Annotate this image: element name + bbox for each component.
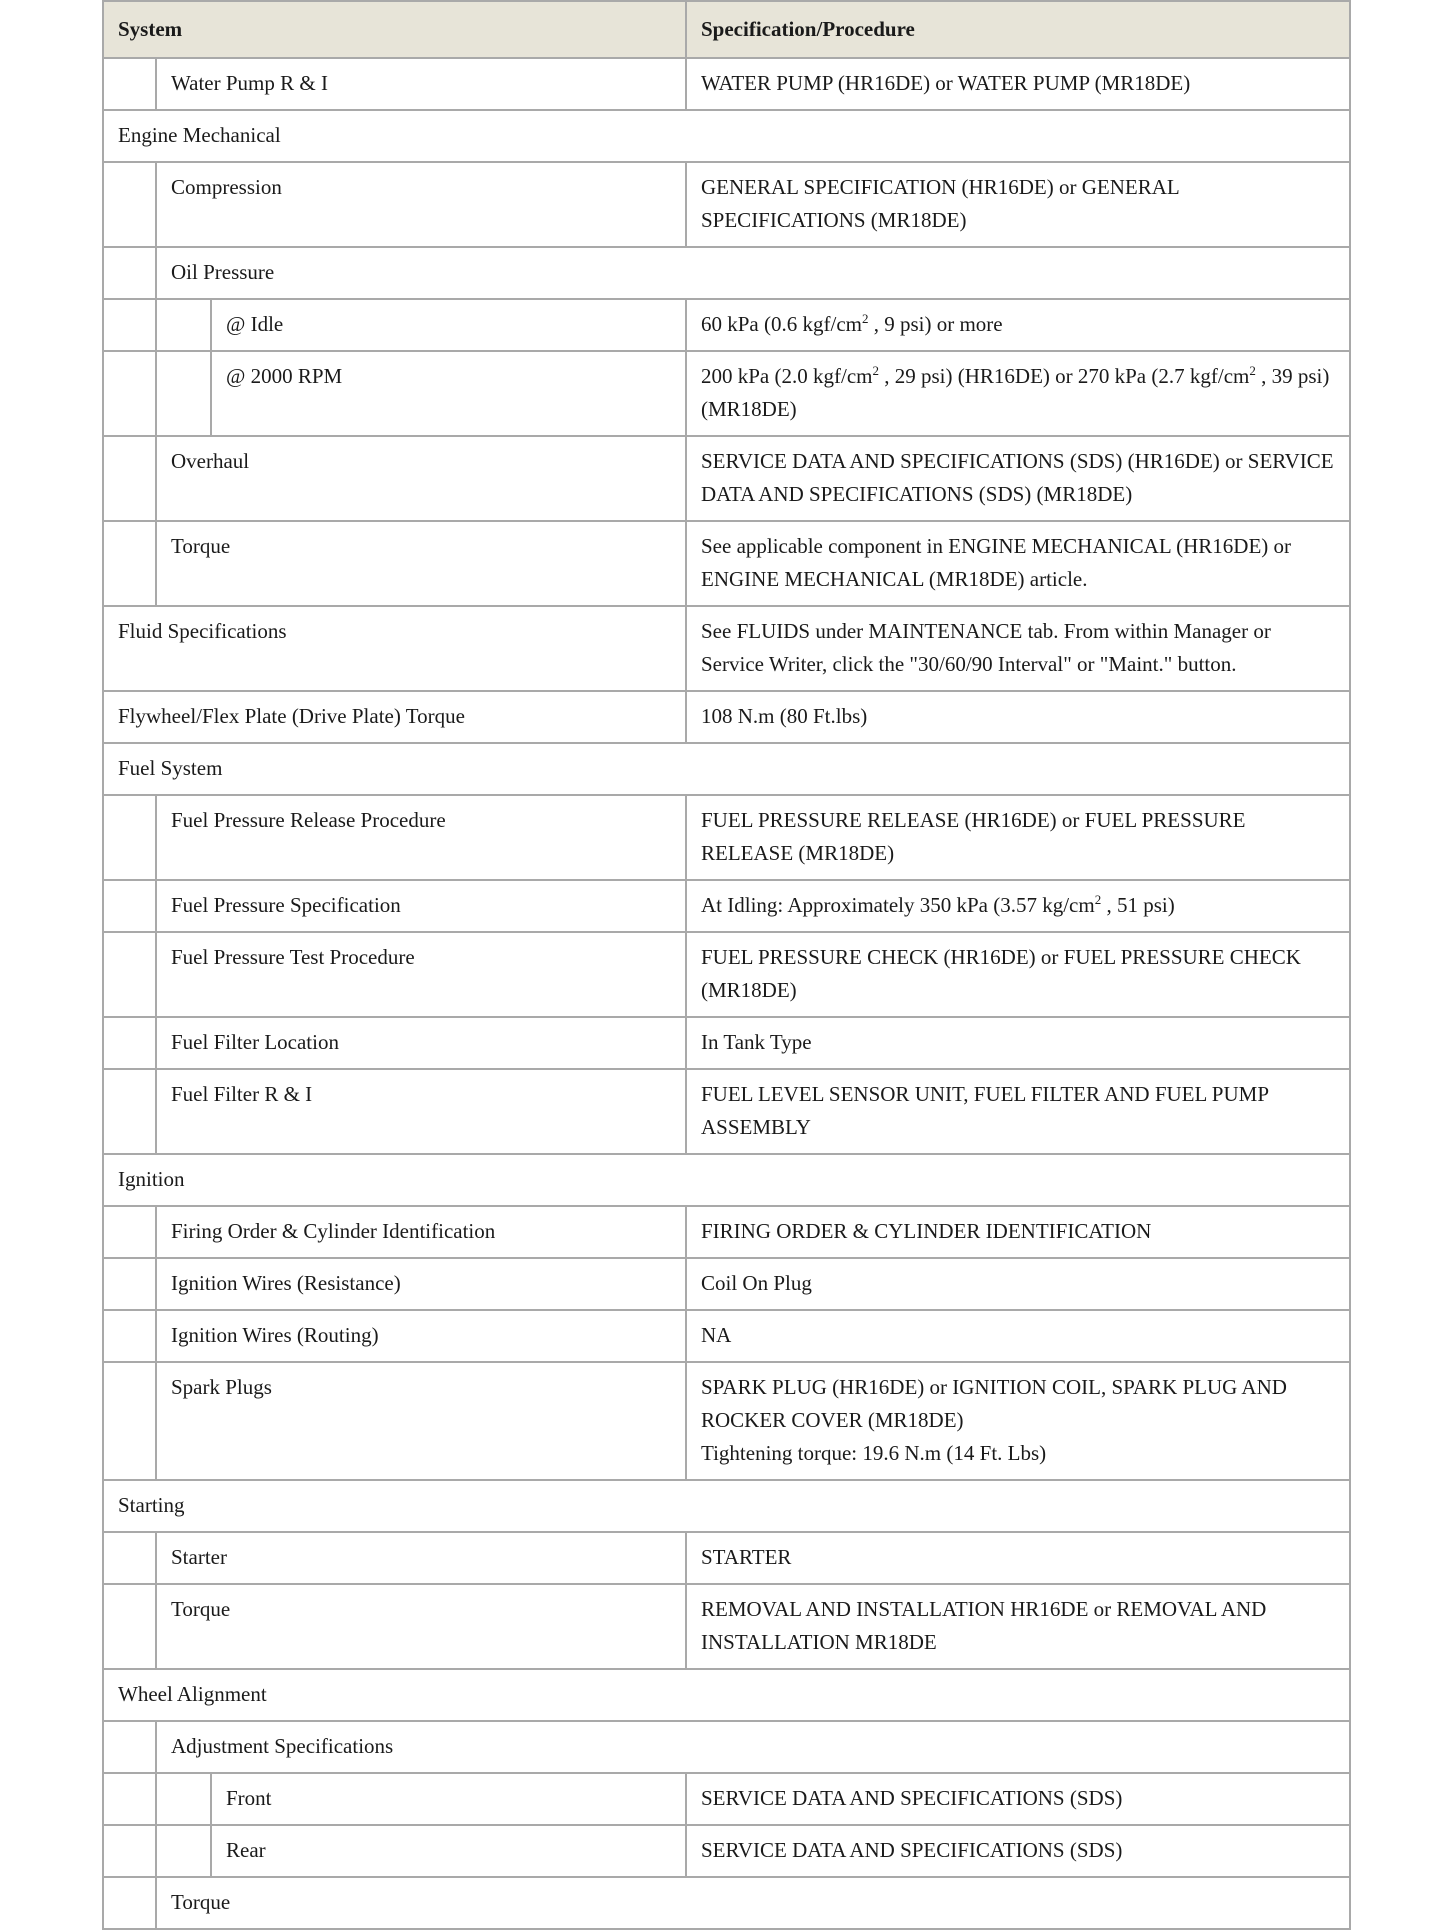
system-cell: Front [211, 1773, 686, 1825]
indent-cell [103, 1721, 156, 1773]
table-row [103, 1017, 1350, 1069]
specification-column-header: Specification/Procedure [686, 1, 1350, 58]
system-cell: Engine Mechanical [103, 110, 1350, 162]
spec-line: SPARK PLUG (HR16DE) or IGNITION COIL, SPARK PLUG AND ROCKER COVER (MR18DE) [701, 1375, 1287, 1432]
specification-cell: Coil On Plug [686, 1258, 1350, 1310]
specification-cell: In Tank Type [686, 1017, 1350, 1069]
specification-cell: FUEL LEVEL SENSOR UNIT, FUEL FILTER AND FUEL PUMP ASSEMBLY [686, 1069, 1350, 1154]
indent-cell [103, 1584, 156, 1669]
specification-cell: STARTER [686, 1532, 1350, 1584]
specification-cell: See applicable component in ENGINE MECHANICAL (HR16DE) or ENGINE MECHANICAL (MR18DE) article. [686, 521, 1350, 606]
table-row [103, 1154, 1350, 1206]
specification-table [102, 0, 1351, 1930]
spec-line: Tightening torque: 19.6 N.m (14 Ft. Lbs) [701, 1441, 1047, 1465]
specification-cell: 108 N.m (80 Ft.lbs) [686, 691, 1350, 743]
system-cell: Fuel Filter R & I [156, 1069, 686, 1154]
system-cell: Starting [103, 1480, 1350, 1532]
system-cell: Ignition Wires (Resistance) [156, 1258, 686, 1310]
table-row [103, 1362, 1350, 1480]
spec-text-part: , 29 psi) (HR16DE) or 270 kPa (2.7 kgf/cm [878, 364, 1250, 388]
table-row [103, 1584, 1350, 1669]
specification-cell: FUEL PRESSURE CHECK (HR16DE) or FUEL PRESSURE CHECK (MR18DE) [686, 932, 1350, 1017]
indent-cell [103, 1532, 156, 1584]
table-row [103, 1773, 1350, 1825]
table-row [103, 1877, 1350, 1929]
system-cell: Fuel Filter Location [156, 1017, 686, 1069]
system-cell: Fuel Pressure Test Procedure [156, 932, 686, 1017]
table-body [103, 58, 1350, 1929]
indent-cell [103, 1362, 156, 1480]
indent-cell [103, 247, 156, 299]
table-row [103, 1310, 1350, 1362]
system-cell: Fuel Pressure Release Procedure [156, 795, 686, 880]
spec-text-part: , 51 psi) [1101, 893, 1175, 917]
indent-cell [103, 932, 156, 1017]
indent-cell [103, 1877, 156, 1929]
indent-cell [103, 880, 156, 932]
indent-cell [103, 1310, 156, 1362]
indent-cell [103, 351, 156, 436]
table-row [103, 1480, 1350, 1532]
specification-cell: REMOVAL AND INSTALLATION HR16DE or REMOVAL AND INSTALLATION MR18DE [686, 1584, 1350, 1669]
system-cell: Flywheel/Flex Plate (Drive Plate) Torque [103, 691, 686, 743]
table-row [103, 1069, 1350, 1154]
table-row [103, 691, 1350, 743]
table-row [103, 162, 1350, 247]
table-row [103, 1532, 1350, 1584]
superscript: 2 [872, 363, 879, 378]
indent-cell [103, 1069, 156, 1154]
system-cell: Water Pump R & I [156, 58, 686, 110]
indent-cell [156, 299, 211, 351]
indent-cell [156, 351, 211, 436]
indent-cell [103, 162, 156, 247]
system-column-header: System [103, 1, 686, 58]
superscript: 2 [1249, 363, 1256, 378]
system-cell: Ignition [103, 1154, 1350, 1206]
specification-cell: NA [686, 1310, 1350, 1362]
specification-cell: SERVICE DATA AND SPECIFICATIONS (SDS) (HR16DE) or SERVICE DATA AND SPECIFICATIONS (SDS) (MR18DE) [686, 436, 1350, 521]
system-cell: Ignition Wires (Routing) [156, 1310, 686, 1362]
system-cell: Fluid Specifications [103, 606, 686, 691]
specification-cell [686, 880, 1350, 932]
specification-cell [686, 351, 1350, 436]
table-row [103, 606, 1350, 691]
spec-text-part: 200 kPa (2.0 kgf/cm [701, 364, 873, 388]
system-cell: Starter [156, 1532, 686, 1584]
superscript: 2 [1094, 892, 1102, 907]
system-cell: Rear [211, 1825, 686, 1877]
system-cell: Oil Pressure [156, 247, 1350, 299]
table-row [103, 1206, 1350, 1258]
indent-cell [156, 1773, 211, 1825]
system-cell: Wheel Alignment [103, 1669, 1350, 1721]
system-cell: Torque [156, 1584, 686, 1669]
system-cell: Compression [156, 162, 686, 247]
indent-cell [103, 1825, 156, 1877]
specification-cell [686, 299, 1350, 351]
indent-cell [103, 521, 156, 606]
indent-cell [103, 1258, 156, 1310]
table-row [103, 932, 1350, 1017]
spec-text-part: At Idling: Approximately 350 kPa (3.57 kg/cm [701, 893, 1095, 917]
table-row [103, 1669, 1350, 1721]
table-row [103, 247, 1350, 299]
indent-cell [103, 436, 156, 521]
specification-cell: See FLUIDS under MAINTENANCE tab. From within Manager or Service Writer, click the "30/60/90 Interval" or "Maint." button. [686, 606, 1350, 691]
specification-cell: SERVICE DATA AND SPECIFICATIONS (SDS) [686, 1825, 1350, 1877]
system-cell: Spark Plugs [156, 1362, 686, 1480]
specification-cell: FIRING ORDER & CYLINDER IDENTIFICATION [686, 1206, 1350, 1258]
superscript: 2 [861, 311, 869, 326]
specification-cell [686, 1362, 1350, 1480]
indent-cell [103, 58, 156, 110]
table-row [103, 1258, 1350, 1310]
specification-cell: SERVICE DATA AND SPECIFICATIONS (SDS) [686, 1773, 1350, 1825]
indent-cell [103, 1206, 156, 1258]
system-cell: Fuel Pressure Specification [156, 880, 686, 932]
table-row [103, 351, 1350, 436]
table-row [103, 436, 1350, 521]
indent-cell [103, 1017, 156, 1069]
table-row [103, 1825, 1350, 1877]
table-row [103, 58, 1350, 110]
system-cell: Adjustment Specifications [156, 1721, 1350, 1773]
specification-cell: WATER PUMP (HR16DE) or WATER PUMP (MR18DE) [686, 58, 1350, 110]
system-cell: @ Idle [211, 299, 686, 351]
table-row [103, 1721, 1350, 1773]
table-row [103, 880, 1350, 932]
system-cell: @ 2000 RPM [211, 351, 686, 436]
indent-cell [103, 795, 156, 880]
system-cell: Fuel System [103, 743, 1350, 795]
system-cell: Firing Order & Cylinder Identification [156, 1206, 686, 1258]
table-row [103, 795, 1350, 880]
table-row [103, 743, 1350, 795]
indent-cell [103, 1773, 156, 1825]
system-cell: Overhaul [156, 436, 686, 521]
system-cell: Torque [156, 1877, 1350, 1929]
spec-text-part: , 9 psi) or more [868, 312, 1003, 336]
specification-cell: FUEL PRESSURE RELEASE (HR16DE) or FUEL PRESSURE RELEASE (MR18DE) [686, 795, 1350, 880]
table-row [103, 299, 1350, 351]
specification-cell: GENERAL SPECIFICATION (HR16DE) or GENERAL SPECIFICATIONS (MR18DE) [686, 162, 1350, 247]
spec-text-part: 60 kPa (0.6 kgf/cm [701, 312, 862, 336]
indent-cell [156, 1825, 211, 1877]
spec-text-part: , 39 psi) (MR18DE) [701, 364, 1330, 421]
header-row [103, 1, 1350, 58]
system-cell: Torque [156, 521, 686, 606]
table-row [103, 521, 1350, 606]
indent-cell [103, 299, 156, 351]
table-row [103, 110, 1350, 162]
